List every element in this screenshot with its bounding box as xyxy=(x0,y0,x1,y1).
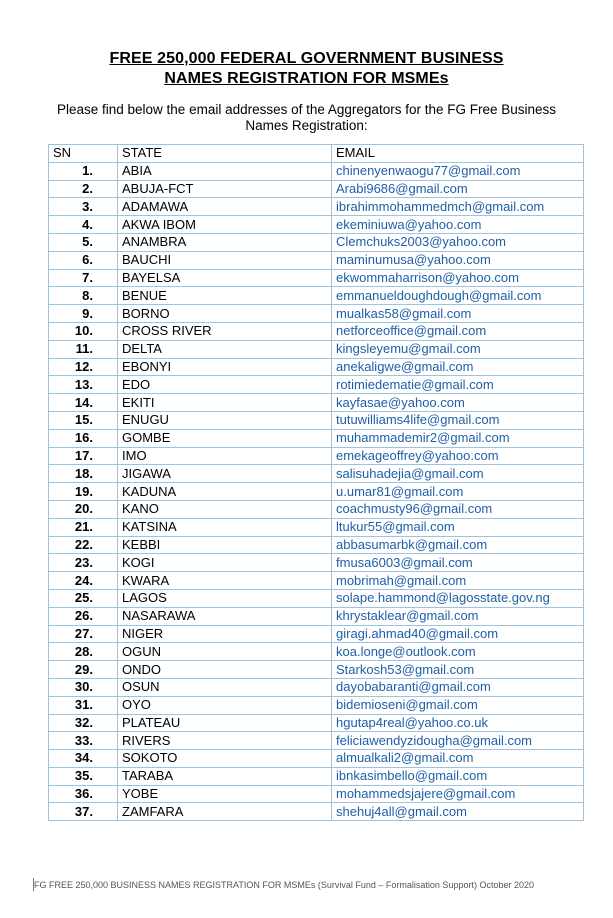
table-row xyxy=(49,536,584,554)
page-footer: FG FREE 250,000 BUSINESS NAMES REGISTRATION FOR MSMEs (Survival Fund – Formalisation Support) October 2020 xyxy=(34,880,594,890)
row-email[interactable]: bidemioseni@gmail.com xyxy=(332,696,584,714)
row-sn: 3. xyxy=(49,198,118,216)
row-sn: 21. xyxy=(49,518,118,536)
table-row xyxy=(49,322,584,340)
row-state: AKWA IBOM xyxy=(118,216,332,234)
row-email[interactable]: salisuhadejia@gmail.com xyxy=(332,465,584,483)
row-state: NASARAWA xyxy=(118,607,332,625)
row-sn: 15. xyxy=(49,411,118,429)
row-sn: 27. xyxy=(49,625,118,643)
row-email[interactable]: Arabi9686@gmail.com xyxy=(332,180,584,198)
row-email[interactable]: abbasumarbk@gmail.com xyxy=(332,536,584,554)
row-sn: 36. xyxy=(49,785,118,803)
header-email: EMAIL xyxy=(332,145,584,163)
row-state: EBONYI xyxy=(118,358,332,376)
table-row xyxy=(49,358,584,376)
row-sn: 29. xyxy=(49,661,118,679)
table-row xyxy=(49,750,584,768)
row-sn: 8. xyxy=(49,287,118,305)
table-row xyxy=(49,732,584,750)
row-email[interactable]: mualkas58@gmail.com xyxy=(332,305,584,323)
table-row xyxy=(49,643,584,661)
row-email[interactable]: u.umar81@gmail.com xyxy=(332,483,584,501)
row-email[interactable]: muhammademir2@gmail.com xyxy=(332,429,584,447)
row-state: KEBBI xyxy=(118,536,332,554)
row-sn: 37. xyxy=(49,803,118,821)
table-row xyxy=(49,429,584,447)
row-sn: 5. xyxy=(49,233,118,251)
row-state: BORNO xyxy=(118,305,332,323)
row-state: JIGAWA xyxy=(118,465,332,483)
row-sn: 18. xyxy=(49,465,118,483)
row-state: BAYELSA xyxy=(118,269,332,287)
row-state: PLATEAU xyxy=(118,714,332,732)
row-state: KWARA xyxy=(118,572,332,590)
row-email[interactable]: ltukur55@gmail.com xyxy=(332,518,584,536)
row-state: IMO xyxy=(118,447,332,465)
row-state: ANAMBRA xyxy=(118,233,332,251)
row-email[interactable]: anekaligwe@gmail.com xyxy=(332,358,584,376)
row-sn: 25. xyxy=(49,589,118,607)
row-email[interactable]: khrystaklear@gmail.com xyxy=(332,607,584,625)
table-row xyxy=(49,376,584,394)
table-row xyxy=(49,785,584,803)
table-row xyxy=(49,198,584,216)
row-sn: 28. xyxy=(49,643,118,661)
table-row xyxy=(49,803,584,821)
row-sn: 1. xyxy=(49,162,118,180)
row-sn: 14. xyxy=(49,394,118,412)
row-email[interactable]: giragi.ahmad40@gmail.com xyxy=(332,625,584,643)
header-state: STATE xyxy=(118,145,332,163)
row-email[interactable]: tutuwilliams4life@gmail.com xyxy=(332,411,584,429)
row-state: NIGER xyxy=(118,625,332,643)
row-sn: 31. xyxy=(49,696,118,714)
table-row xyxy=(49,607,584,625)
row-state: KOGI xyxy=(118,554,332,572)
row-email[interactable]: fmusa6003@gmail.com xyxy=(332,554,584,572)
row-email[interactable]: chinenyenwaogu77@gmail.com xyxy=(332,162,584,180)
table-row xyxy=(49,696,584,714)
table-row xyxy=(49,394,584,412)
row-email[interactable]: maminumusa@yahoo.com xyxy=(332,251,584,269)
row-state: ZAMFARA xyxy=(118,803,332,821)
table-row xyxy=(49,572,584,590)
row-state: ENUGU xyxy=(118,411,332,429)
table-row xyxy=(49,251,584,269)
row-state: OYO xyxy=(118,696,332,714)
row-email[interactable]: netforceoffice@gmail.com xyxy=(332,322,584,340)
row-state: TARABA xyxy=(118,767,332,785)
row-state: EDO xyxy=(118,376,332,394)
table-header-row xyxy=(49,145,584,163)
title-line-1: FREE 250,000 FEDERAL GOVERNMENT BUSINESS xyxy=(109,50,504,67)
row-sn: 2. xyxy=(49,180,118,198)
table-row xyxy=(49,678,584,696)
row-state: KADUNA xyxy=(118,483,332,501)
row-email[interactable]: ibnkasimbello@gmail.com xyxy=(332,767,584,785)
row-sn: 30. xyxy=(49,678,118,696)
row-state: RIVERS xyxy=(118,732,332,750)
row-email[interactable]: mohammedsjajere@gmail.com xyxy=(332,785,584,803)
table-row xyxy=(49,340,584,358)
header-sn: SN xyxy=(49,145,118,163)
row-sn: 16. xyxy=(49,429,118,447)
row-email[interactable]: dayobabaranti@gmail.com xyxy=(332,678,584,696)
row-sn: 32. xyxy=(49,714,118,732)
table-row xyxy=(49,500,584,518)
row-email[interactable]: rotimiedematie@gmail.com xyxy=(332,376,584,394)
row-email[interactable]: emekageoffrey@yahoo.com xyxy=(332,447,584,465)
row-state: BENUE xyxy=(118,287,332,305)
row-email[interactable]: ekeminiuwa@yahoo.com xyxy=(332,216,584,234)
row-state: ABUJA-FCT xyxy=(118,180,332,198)
row-sn: 34. xyxy=(49,750,118,768)
row-email[interactable]: kayfasae@yahoo.com xyxy=(332,394,584,412)
table-row xyxy=(49,180,584,198)
row-state: EKITI xyxy=(118,394,332,412)
intro-line-1: Please find below the email addresses of the Aggregators for the FG Free Business xyxy=(56,102,557,117)
row-sn: 7. xyxy=(49,269,118,287)
row-state: SOKOTO xyxy=(118,750,332,768)
table-row xyxy=(49,411,584,429)
row-state: OGUN xyxy=(118,643,332,661)
row-sn: 26. xyxy=(49,607,118,625)
table-row xyxy=(49,162,584,180)
table-row xyxy=(49,483,584,501)
row-state: BAUCHI xyxy=(118,251,332,269)
table-row xyxy=(49,661,584,679)
row-sn: 33. xyxy=(49,732,118,750)
row-email[interactable]: hgutap4real@yahoo.co.uk xyxy=(332,714,584,732)
row-state: ONDO xyxy=(118,661,332,679)
row-state: KATSINA xyxy=(118,518,332,536)
row-state: CROSS RIVER xyxy=(118,322,332,340)
document-title xyxy=(0,49,613,89)
intro-line-2: Names Registration: xyxy=(245,118,368,133)
row-email[interactable]: almualkali2@gmail.com xyxy=(332,750,584,768)
row-state: ADAMAWA xyxy=(118,198,332,216)
row-email[interactable]: feliciawendyzidougha@gmail.com xyxy=(332,732,584,750)
aggregators-table xyxy=(48,144,584,821)
row-email[interactable]: kingsleyemu@gmail.com xyxy=(332,340,584,358)
table-row xyxy=(49,216,584,234)
row-sn: 10. xyxy=(49,322,118,340)
row-state: GOMBE xyxy=(118,429,332,447)
table-row xyxy=(49,554,584,572)
row-email[interactable]: coachmusty96@gmail.com xyxy=(332,500,584,518)
row-email[interactable]: ibrahimmohammedmch@gmail.com xyxy=(332,198,584,216)
row-email[interactable]: emmanueldoughdough@gmail.com xyxy=(332,287,584,305)
row-sn: 20. xyxy=(49,500,118,518)
table-row xyxy=(49,714,584,732)
row-email[interactable]: koa.longe@outlook.com xyxy=(332,643,584,661)
table-row xyxy=(49,233,584,251)
table-row xyxy=(49,625,584,643)
row-sn: 11. xyxy=(49,340,118,358)
row-email[interactable]: ekwommaharrison@yahoo.com xyxy=(332,269,584,287)
table-row xyxy=(49,518,584,536)
row-sn: 23. xyxy=(49,554,118,572)
row-email[interactable]: solape.hammond@lagosstate.gov.ng xyxy=(332,589,584,607)
table-row xyxy=(49,465,584,483)
table-row xyxy=(49,767,584,785)
title-line-2: NAMES REGISTRATION FOR MSMEs xyxy=(164,70,449,87)
row-email[interactable]: Starkosh53@gmail.com xyxy=(332,661,584,679)
row-sn: 17. xyxy=(49,447,118,465)
row-state: YOBE xyxy=(118,785,332,803)
table-row xyxy=(49,287,584,305)
row-sn: 22. xyxy=(49,536,118,554)
row-state: LAGOS xyxy=(118,589,332,607)
table-row xyxy=(49,269,584,287)
table-row xyxy=(49,447,584,465)
row-state: DELTA xyxy=(118,340,332,358)
row-sn: 24. xyxy=(49,572,118,590)
table-row xyxy=(49,305,584,323)
row-email[interactable]: shehuj4all@gmail.com xyxy=(332,803,584,821)
row-email[interactable]: mobrimah@gmail.com xyxy=(332,572,584,590)
intro-paragraph xyxy=(0,102,613,134)
row-sn: 6. xyxy=(49,251,118,269)
row-sn: 13. xyxy=(49,376,118,394)
table-row xyxy=(49,589,584,607)
row-sn: 35. xyxy=(49,767,118,785)
row-state: ABIA xyxy=(118,162,332,180)
row-state: OSUN xyxy=(118,678,332,696)
row-sn: 12. xyxy=(49,358,118,376)
row-sn: 19. xyxy=(49,483,118,501)
row-sn: 9. xyxy=(49,305,118,323)
row-state: KANO xyxy=(118,500,332,518)
row-email[interactable]: Clemchuks2003@yahoo.com xyxy=(332,233,584,251)
row-sn: 4. xyxy=(49,216,118,234)
